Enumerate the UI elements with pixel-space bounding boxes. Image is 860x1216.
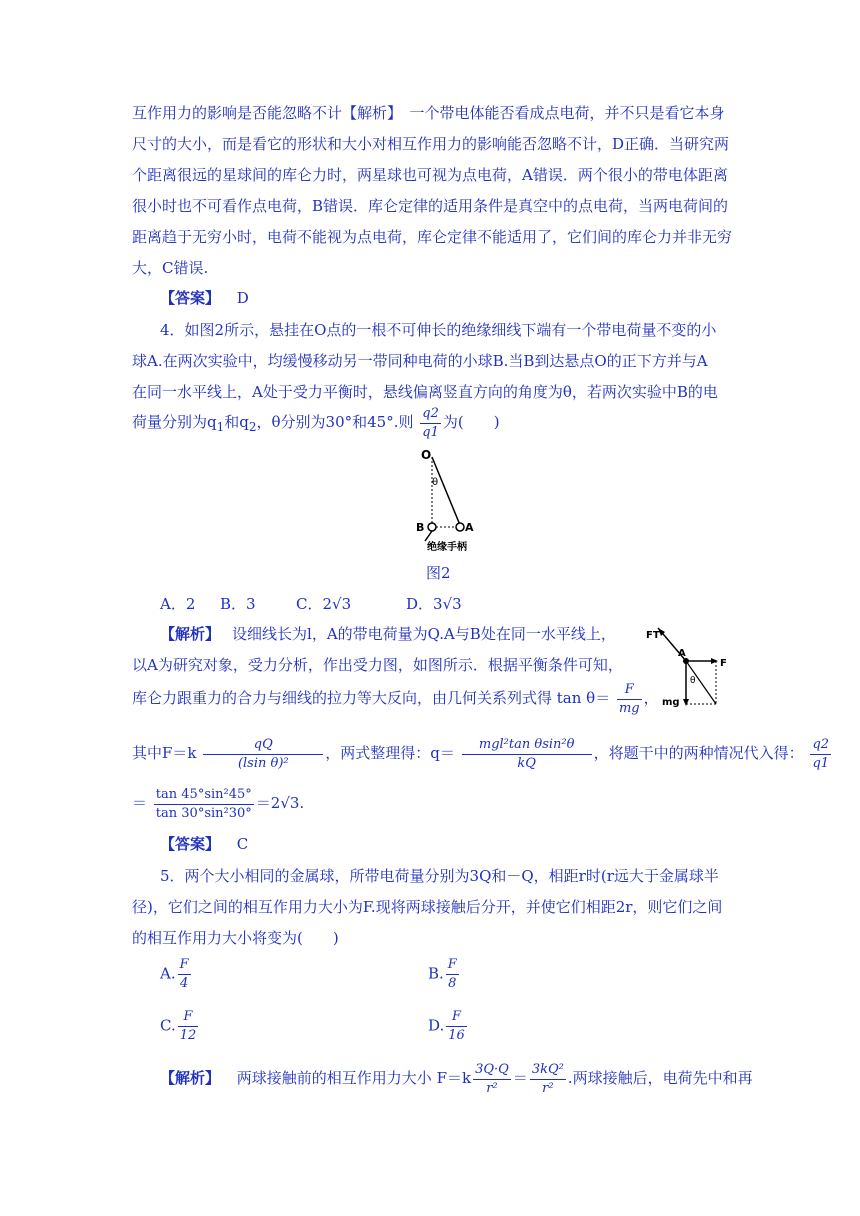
- text-line: 的相互作用力大小将变为( ): [132, 929, 339, 947]
- text-line: [160, 624, 616, 644]
- text-line: 4．如图2所示，悬挂在O点的一根不可伸长的绝缘细线下端有一个带电荷量不变的小: [160, 321, 717, 339]
- option-label: C.: [160, 1016, 176, 1035]
- label-a: A: [678, 648, 686, 659]
- text-line: 以A为研究对象，受力分析，作出受力图，如图所示．根据平衡条件可知，: [132, 656, 623, 674]
- denominator: tan 30°sin²30°: [155, 805, 252, 821]
- text-line: 个距离很远的星球间的库仑力时，两星球也可视为点电荷，A错误．两个很小的带电体距离: [132, 166, 728, 184]
- numerator: qQ: [203, 736, 323, 755]
- subscript: 2: [248, 420, 257, 434]
- option-label: B.: [428, 964, 444, 983]
- fraction: [473, 1061, 511, 1098]
- option-label: A.: [160, 964, 176, 983]
- text-line: 球A.在两次实验中，均缓慢移动另一带同种电荷的小球B.当B到达悬点O的正下方并与A: [132, 352, 708, 370]
- label-theta: θ: [432, 477, 439, 488]
- handle-stick: [425, 531, 432, 541]
- denominator: 8: [448, 976, 457, 991]
- label-b: B: [416, 521, 425, 534]
- option-c: C．2√3: [296, 595, 352, 613]
- fraction: [154, 786, 254, 823]
- ball-b: [428, 523, 436, 531]
- text: 其中F＝k: [132, 744, 197, 762]
- ball-a: [456, 523, 464, 531]
- denominator: (lsin θ)²: [237, 755, 289, 771]
- label-theta: θ: [690, 676, 696, 686]
- option-d: D．3√3: [406, 595, 462, 613]
- numerator: mgl²tan θsin²θ: [462, 736, 592, 755]
- subscript: 1: [216, 420, 225, 434]
- solution-tag: 【解析】: [160, 625, 221, 643]
- denominator: r²: [542, 1080, 554, 1096]
- text: ＝2√3.: [255, 794, 305, 812]
- text-line: 很小时也不可看作点电荷，B错误．库仑定律的适用条件是真空中的点电荷，当两电荷间的: [132, 197, 729, 215]
- fraction-q2-over-q1: [420, 405, 441, 442]
- text: 和q: [224, 413, 249, 431]
- text: 库仑力跟重力的合力与细线的拉力等大反向，由几何关系列式得 tan θ＝: [132, 689, 611, 707]
- answer-q3: [160, 288, 249, 308]
- answer-q4: [160, 834, 248, 854]
- option-b: B．3: [220, 595, 256, 613]
- arrowhead: [711, 658, 718, 664]
- text: ，θ分别为30°和45°.则: [256, 413, 414, 431]
- denominator: q1: [812, 755, 830, 771]
- text-line: 在同一水平线上，A处于受力平衡时，悬线偏离竖直方向的角度为θ，若两次实验中B的电: [132, 383, 718, 401]
- text-line: 距离趋于无穷小时，电荷不能视为点电荷，库仑定律不能适用了，它们间的库仑力并非无穷: [132, 228, 733, 246]
- answer-value: C: [236, 835, 249, 853]
- numerator: F: [617, 681, 642, 700]
- text: .两球接触后，电荷先中和再: [567, 1069, 753, 1087]
- option-c: [160, 1008, 200, 1045]
- numerator: F: [446, 956, 459, 975]
- numerator: F: [446, 1008, 467, 1027]
- fraction: [203, 736, 323, 773]
- label-mg: mg: [662, 697, 680, 708]
- fraction: [810, 736, 831, 773]
- option-b: [428, 956, 461, 993]
- figure-2-pendulum: [405, 445, 495, 555]
- text-line-with-fraction: [132, 785, 304, 823]
- force-diagram: [640, 618, 735, 713]
- text: 设细线长为l，A的带电荷量为Q.A与B处在同一水平线上，: [232, 625, 616, 643]
- text-line: 5．两个大小相同的金属球，所带电荷量分别为3Q和－Q，相距r时(r远大于金属球半: [160, 867, 719, 885]
- denominator: 16: [448, 1028, 465, 1043]
- text: 为( ): [442, 413, 500, 431]
- text-line: 尺寸的大小，而是看它的形状和大小对相互作用力的影响能否忽略不计，D正确．当研究两: [132, 135, 730, 153]
- fraction: [462, 736, 592, 773]
- fraction: [178, 1008, 199, 1045]
- text-line: 大，C错误.: [132, 259, 209, 277]
- label-o: O: [421, 448, 432, 462]
- text-line: 径)，它们之间的相互作用力大小为F.现将两球接触后分开，并使它们相距2r，则它们之间: [132, 898, 723, 916]
- text-line-with-fraction: [132, 735, 833, 773]
- option-d: [428, 1008, 469, 1045]
- answer-tag: 【答案】: [160, 289, 221, 307]
- option-a: A．2: [160, 595, 196, 613]
- label-f: F: [720, 658, 727, 669]
- numerator: q2: [420, 405, 441, 424]
- text: ，两式整理得：q＝: [325, 744, 455, 762]
- text: 荷量分别为q: [132, 413, 217, 431]
- fraction: [178, 956, 191, 993]
- numerator: F: [178, 1008, 199, 1027]
- numerator: 3Q·Q: [473, 1061, 511, 1080]
- text-line-with-fraction: [132, 404, 500, 445]
- numerator: F: [178, 956, 191, 975]
- answer-value: D: [236, 289, 249, 307]
- arrowhead: [683, 699, 689, 706]
- solution-tag: 【解析】: [160, 1069, 221, 1087]
- text: ＝: [132, 794, 148, 812]
- option-a: [160, 956, 193, 993]
- option-label: D.: [428, 1016, 445, 1035]
- text: ＝: [512, 1069, 528, 1087]
- text: ，将题干中的两种情况代入得：: [593, 744, 804, 762]
- fraction: [446, 956, 459, 993]
- label-handle: 绝缘手柄: [427, 542, 467, 553]
- answer-tag: 【答案】: [160, 835, 221, 853]
- fraction: [617, 681, 642, 718]
- denominator: mg: [618, 700, 640, 716]
- numerator: tan 45°sin²45°: [154, 786, 254, 805]
- fraction: [530, 1061, 566, 1098]
- string-line: [432, 457, 460, 525]
- text-line: 互作用力的影响是否能忽略不计【解析】 一个带电体能否看成点电荷，并不只是看它本身: [132, 104, 725, 122]
- numerator: q2: [810, 736, 831, 755]
- fraction: [446, 1008, 467, 1045]
- denominator: 12: [179, 1028, 197, 1043]
- denominator: 4: [179, 976, 189, 991]
- solution-q5: [160, 1060, 753, 1098]
- text-line-with-fraction: 库仑力跟重力的合力与细线的拉力等大反向，由几何关系列式得 tan θ＝ $\frac{F}{mg}$ ，: [132, 681, 659, 716]
- label-a: A: [465, 521, 474, 534]
- figure-caption: 图2: [426, 564, 451, 582]
- denominator: kQ: [517, 755, 536, 771]
- denominator: r²: [486, 1080, 498, 1096]
- label-ft: FT: [646, 630, 660, 641]
- denominator: q1: [422, 424, 439, 440]
- text: 两球接触前的相互作用力大小 F＝k: [236, 1069, 472, 1087]
- numerator: 3kQ²: [530, 1061, 566, 1080]
